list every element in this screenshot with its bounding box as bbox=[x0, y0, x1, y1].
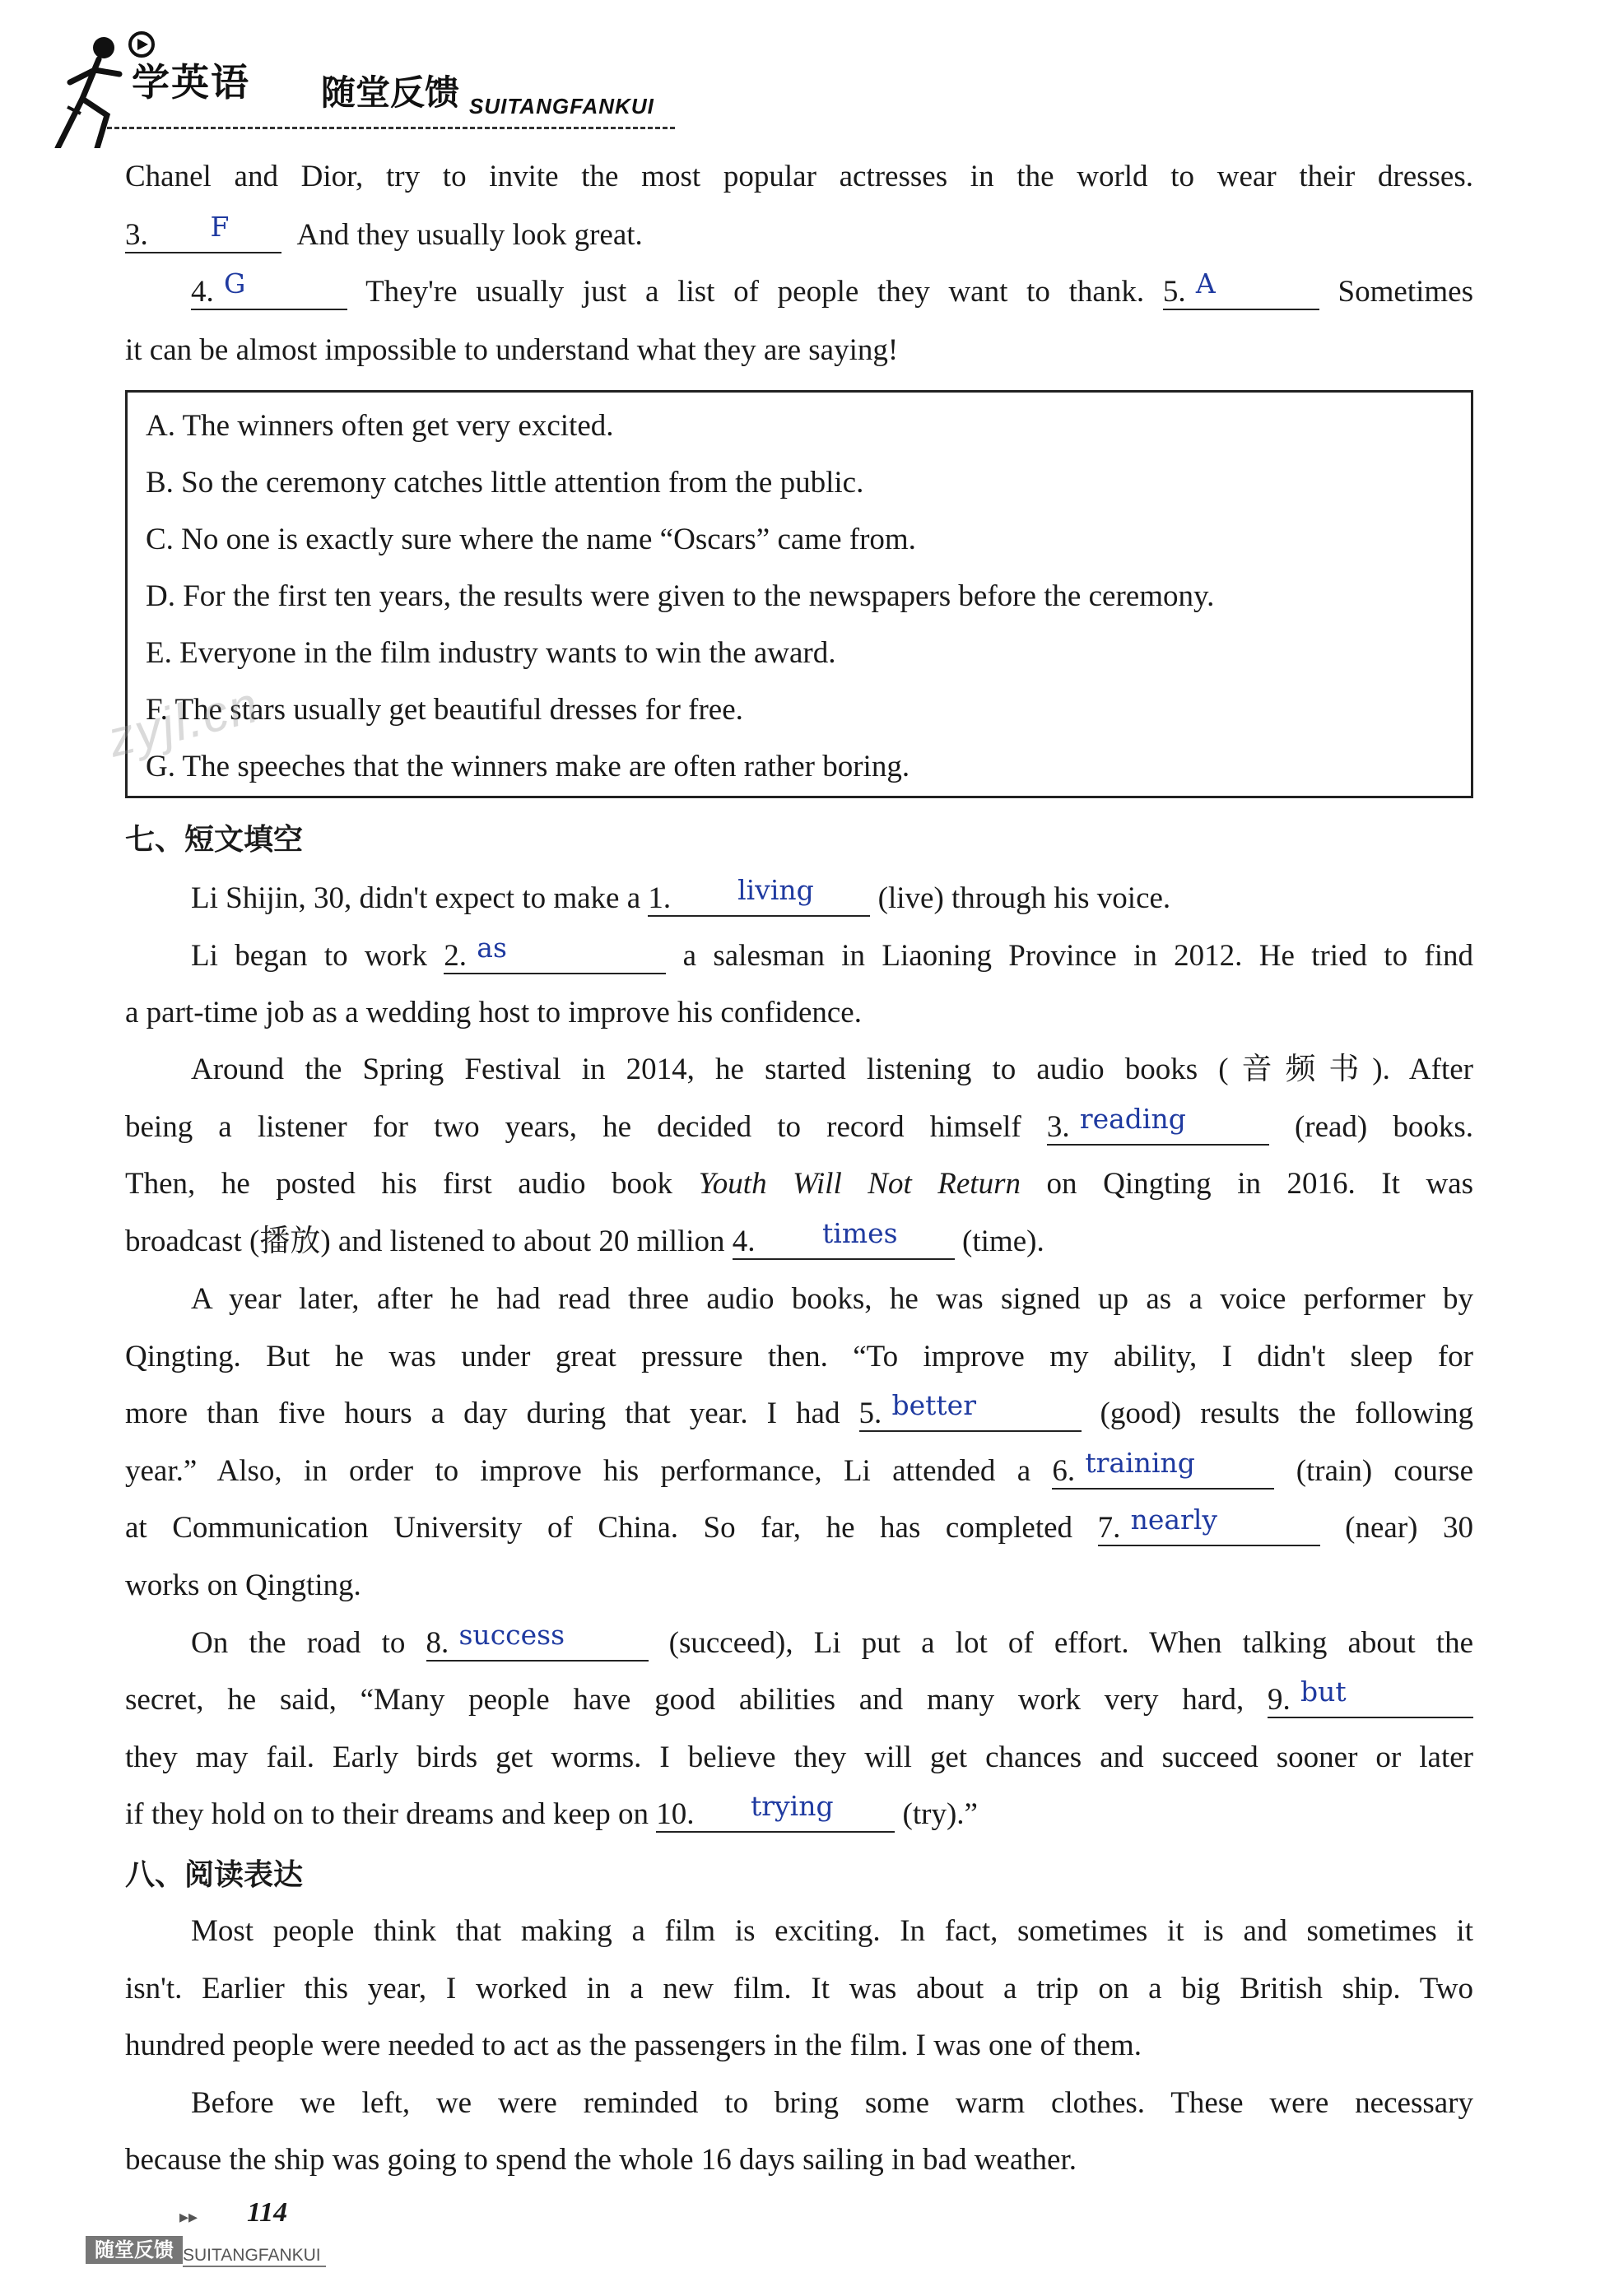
text-line: On the road to 8. success (succeed), Li put a lot of effort. When talking about the bbox=[191, 1619, 1474, 1660]
text-line: they may fail. Early birds get worms. I believe they will get chances and succeed sooner or later bbox=[125, 1741, 1473, 1774]
text-line: secret, he said, “Many people have good abilities and many work very hard, 9. but bbox=[125, 1680, 1473, 1720]
answer-blank: 5. better bbox=[859, 1397, 1082, 1432]
text-line: broadcast (播放) and listened to about 20 million 4. times (time). bbox=[125, 1217, 1044, 1258]
option-item: E. Everyone in the film industry wants to win the award. bbox=[146, 636, 836, 670]
handwritten-answer: but bbox=[1300, 1676, 1347, 1708]
footer-badge-label: 随堂反馈 bbox=[86, 2236, 183, 2264]
text-line: 4. G They're usually just a list of people they want to thank. 5. A Sometimes bbox=[191, 267, 1473, 309]
header-latin: SUITANGFANKUI bbox=[469, 94, 654, 119]
text-line: Li Shijin, 30, didn't expect to make a 1. living (live) through his voice. bbox=[191, 874, 1171, 915]
footer-badge-latin: SUITANGFANKUI bbox=[183, 2246, 326, 2267]
text-line: Before we left, we were reminded to bring some warm clothes. These were necessary bbox=[191, 2086, 1473, 2120]
text-line: a part-time job as a wedding host to improve his confidence. bbox=[125, 996, 862, 1029]
text-line: Chanel and Dior, try to invite the most popular actresses in the world to wear their dresses. bbox=[125, 160, 1473, 193]
header bbox=[49, 25, 675, 148]
page-number: 114 bbox=[247, 2197, 288, 2228]
text-line: 3. F And they usually look great. bbox=[125, 211, 643, 252]
section-title: 七、短文填空 bbox=[125, 823, 304, 857]
text-line: year.” Also, in order to improve his performance, Li attended a 6. training (train) course bbox=[125, 1447, 1473, 1488]
text-line: more than five hours a day during that year. I had 5. better (good) results the following bbox=[125, 1389, 1474, 1430]
answer-blank: 5. A bbox=[1163, 276, 1319, 310]
header-title: 学英语 bbox=[132, 60, 250, 105]
text-line: Most people think that making a film is exciting. In fact, sometimes it is and sometimes it bbox=[191, 1914, 1473, 1948]
text-line: Then, he posted his first audio book Youth Will Not Return on Qingting in 2016. It was bbox=[125, 1167, 1474, 1201]
answer-blank: 10. trying bbox=[656, 1798, 895, 1833]
handwritten-answer: living bbox=[737, 874, 814, 906]
handwritten-answer: A bbox=[1195, 267, 1216, 300]
handwritten-answer: nearly bbox=[1130, 1504, 1218, 1536]
answer-blank: 6. training bbox=[1052, 1455, 1274, 1490]
footer-badge bbox=[86, 2236, 326, 2270]
answer-blank: 4. G bbox=[191, 276, 347, 310]
watermark: zyjl.cn bbox=[102, 676, 265, 769]
arrow-icon: ▸▸ bbox=[179, 2207, 198, 2228]
answer-blank: 3. F bbox=[125, 219, 281, 253]
handwritten-answer: trying bbox=[750, 1790, 834, 1822]
text-line: being a listener for two years, he decided to record himself 3. reading (read) books. bbox=[125, 1103, 1473, 1144]
handwritten-answer: G bbox=[224, 267, 246, 300]
handwritten-answer: as bbox=[477, 932, 507, 964]
handwritten-answer: reading bbox=[1079, 1103, 1186, 1135]
text-line: Around the Spring Festival in 2014, he started listening to audio books (音频书). After bbox=[191, 1053, 1473, 1086]
answer-blank: 3. reading bbox=[1047, 1111, 1269, 1146]
header-subtitle: 随堂反馈 bbox=[321, 72, 460, 113]
handwritten-answer: times bbox=[822, 1217, 898, 1249]
text-line: Li began to work 2. as a salesman in Liaoning Province in 2012. He tried to find bbox=[191, 932, 1474, 973]
header-dashed-line bbox=[107, 127, 675, 129]
book-title: Youth Will Not Return bbox=[698, 1167, 1021, 1201]
option-item: F. The stars usually get beautiful dresses for free. bbox=[146, 693, 743, 727]
answer-blank: 8. success bbox=[426, 1627, 649, 1662]
text-line: hundred people were needed to act as the passengers in the film. I was one of them. bbox=[125, 2029, 1142, 2062]
option-item: C. No one is exactly sure where the name “Oscars” came from. bbox=[146, 523, 916, 556]
option-item: A. The winners often get very excited. bbox=[146, 409, 614, 443]
answer-blank: 4. times bbox=[733, 1225, 955, 1260]
section-title: 八、阅读表达 bbox=[125, 1858, 304, 1892]
answer-blank: 9. but bbox=[1268, 1684, 1473, 1718]
option-item: D. For the first ten years, the results were given to the newspapers before the ceremony. bbox=[146, 579, 1215, 613]
text-line: at Communication University of China. So far, he has completed 7. nearly (near) 30 bbox=[125, 1504, 1474, 1545]
text-line: works on Qingting. bbox=[125, 1569, 361, 1602]
answer-blank: 2. as bbox=[444, 940, 666, 974]
text-line: it can be almost impossible to understand what they are saying! bbox=[125, 333, 899, 367]
option-item: B. So the ceremony catches little attention from the public. bbox=[146, 466, 864, 500]
option-item: G. The speeches that the winners make are often rather boring. bbox=[146, 750, 910, 783]
text-line: Qingting. But he was under great pressure then. “To improve my ability, I didn't sleep for bbox=[125, 1340, 1473, 1373]
answer-blank: 7. nearly bbox=[1098, 1512, 1320, 1546]
answer-blank: 1. living bbox=[648, 882, 870, 917]
text-line: isn't. Earlier this year, I worked in a new film. It was about a trip on a big British ship. Two bbox=[125, 1972, 1473, 2006]
text-line: because the ship was going to spend the whole 16 days sailing in bad weather. bbox=[125, 2143, 1077, 2177]
text-line: if they hold on to their dreams and keep on 10. trying (try).” bbox=[125, 1790, 978, 1831]
handwritten-answer: F bbox=[210, 211, 230, 243]
text-line: A year later, after he had read three audio books, he was signed up as a voice performer by bbox=[191, 1282, 1473, 1316]
handwritten-answer: success bbox=[458, 1619, 565, 1651]
handwritten-answer: training bbox=[1085, 1447, 1195, 1479]
handwritten-answer: better bbox=[891, 1389, 976, 1421]
options-box bbox=[125, 390, 1473, 798]
